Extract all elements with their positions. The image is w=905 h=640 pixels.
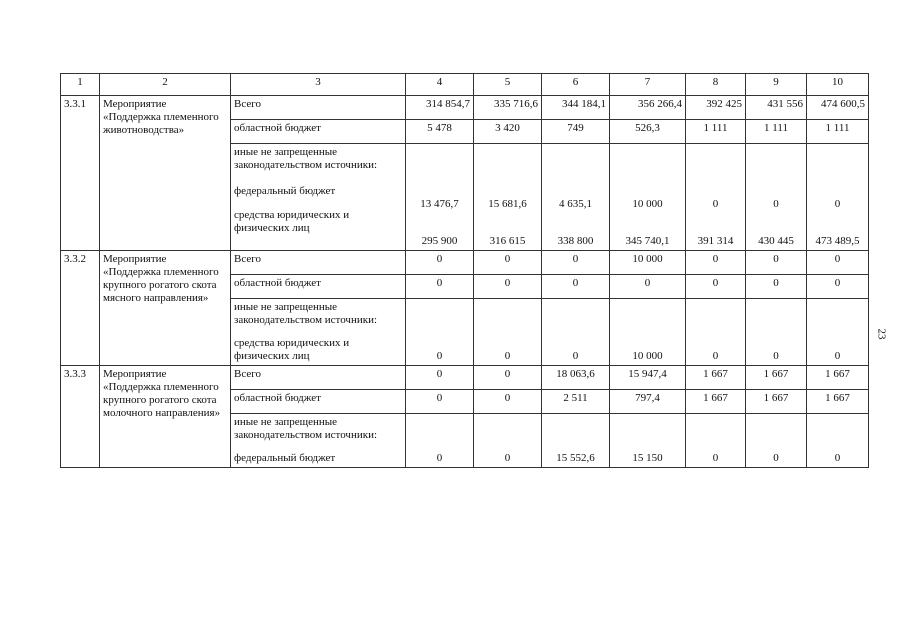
value-cell: 316 615	[489, 235, 526, 247]
value-cell: 0	[746, 275, 807, 299]
value-cell: 1 667	[746, 366, 807, 390]
value-cell: 0	[406, 251, 474, 275]
item-code: 3.3.1	[61, 96, 100, 251]
value-cell: 526,3	[610, 120, 686, 144]
value-cell: 356 266,4	[610, 96, 686, 120]
value-cell: 10 000	[610, 251, 686, 275]
value-cell: 15 681,6	[488, 198, 527, 210]
value-cell: 0	[686, 414, 746, 468]
value-cell: 392 425	[686, 96, 746, 120]
value-stack	[746, 144, 807, 251]
value-cell: 0	[406, 390, 474, 414]
value-cell: 0	[474, 366, 542, 390]
row-label: иные не запрещенные законодательством источники:	[234, 301, 378, 326]
value-cell: 0	[542, 299, 610, 366]
value-cell: 431 556	[746, 96, 807, 120]
row-label: иные не запрещенные законодательством источники:	[234, 416, 378, 441]
value-cell: 474 600,5	[807, 96, 869, 120]
value-cell: 15 150	[610, 414, 686, 468]
value-cell: 338 800	[557, 235, 594, 247]
value-cell: 15 947,4	[610, 366, 686, 390]
value-cell: 0	[807, 251, 869, 275]
header-cell: 5	[474, 74, 542, 96]
value-cell: 335 716,6	[474, 96, 542, 120]
header-cell: 2	[100, 74, 231, 96]
value-stack	[406, 144, 474, 251]
value-cell: 0	[474, 275, 542, 299]
header-row	[61, 74, 869, 96]
item-name: Мероприятие «Поддержка племенного крупного рогатого скота мясного направления»	[100, 251, 231, 366]
value-cell: 0	[746, 299, 807, 366]
value-cell: 0	[406, 275, 474, 299]
value-cell: 0	[686, 275, 746, 299]
value-cell: 344 184,1	[542, 96, 610, 120]
value-cell: 0	[807, 414, 869, 468]
value-cell: 0	[773, 198, 779, 210]
value-cell: 0	[474, 251, 542, 275]
row-label: областной бюджет	[231, 390, 406, 414]
row-label: областной бюджет	[231, 120, 406, 144]
value-cell: 10 000	[610, 299, 686, 366]
value-cell: 1 111	[807, 120, 869, 144]
value-cell: 10 000	[632, 198, 663, 210]
value-stack	[686, 144, 746, 251]
value-stack	[542, 144, 610, 251]
header-cell: 4	[406, 74, 474, 96]
value-cell: 1 667	[807, 390, 869, 414]
value-cell: 0	[686, 299, 746, 366]
value-cell: 0	[542, 251, 610, 275]
value-cell: 749	[542, 120, 610, 144]
value-cell: 0	[807, 299, 869, 366]
value-cell: 430 445	[758, 235, 794, 247]
row-label: федеральный бюджет	[234, 185, 336, 197]
header-cell: 9	[746, 74, 807, 96]
sources-cell	[231, 299, 406, 366]
item-name: Мероприятие «Поддержка племенного животноводства»	[100, 96, 231, 251]
value-cell: 3 420	[474, 120, 542, 144]
value-cell: 314 854,7	[406, 96, 474, 120]
value-cell: 473 489,5	[815, 235, 860, 247]
budget-table	[60, 73, 869, 468]
table-row	[61, 366, 869, 390]
value-cell: 1 111	[746, 120, 807, 144]
row-label: Всего	[231, 366, 406, 390]
value-cell: 13 476,7	[420, 198, 459, 210]
row-label: иные не запрещенные законодательством источники:	[234, 146, 378, 171]
value-cell: 15 552,6	[542, 414, 610, 468]
value-stack	[474, 144, 542, 251]
value-cell: 295 900	[421, 235, 458, 247]
page-number: 23	[875, 328, 888, 340]
value-cell: 4 635,1	[559, 198, 592, 210]
value-cell: 0	[807, 275, 869, 299]
value-cell: 0	[746, 251, 807, 275]
value-cell: 391 314	[697, 235, 734, 247]
header-cell: 8	[686, 74, 746, 96]
value-stack	[807, 144, 869, 251]
value-cell: 1 667	[686, 390, 746, 414]
value-cell: 0	[610, 275, 686, 299]
value-cell: 0	[474, 299, 542, 366]
value-cell: 0	[406, 414, 474, 468]
value-cell: 18 063,6	[542, 366, 610, 390]
header-cell: 6	[542, 74, 610, 96]
table-row	[61, 251, 869, 275]
value-cell: 0	[834, 198, 841, 210]
value-cell: 0	[712, 198, 719, 210]
item-code: 3.3.2	[61, 251, 100, 366]
row-label: Всего	[231, 96, 406, 120]
header-cell: 3	[231, 74, 406, 96]
value-cell: 0	[746, 414, 807, 468]
value-cell: 0	[406, 366, 474, 390]
value-stack	[610, 144, 686, 251]
value-cell: 1 667	[746, 390, 807, 414]
row-label: средства юридических и физических лиц	[234, 337, 350, 362]
row-label: средства юридических и физических лиц	[234, 209, 350, 234]
value-cell: 1 111	[686, 120, 746, 144]
header-cell: 10	[807, 74, 869, 96]
table-row	[61, 96, 869, 120]
value-cell: 1 667	[686, 366, 746, 390]
row-label: Всего	[231, 251, 406, 275]
value-cell: 0	[542, 275, 610, 299]
sources-cell	[231, 414, 406, 468]
item-name: Мероприятие «Поддержка племенного крупного рогатого скота молочного направления»	[100, 366, 231, 468]
sources-cell	[231, 144, 406, 251]
row-label: федеральный бюджет	[234, 452, 336, 464]
header-cell: 1	[61, 74, 100, 96]
value-cell: 797,4	[610, 390, 686, 414]
value-cell: 345 740,1	[625, 235, 670, 247]
value-cell: 0	[474, 414, 542, 468]
header-cell: 7	[610, 74, 686, 96]
value-cell: 1 667	[807, 366, 869, 390]
item-code: 3.3.3	[61, 366, 100, 468]
value-cell: 0	[474, 390, 542, 414]
value-cell: 2 511	[542, 390, 610, 414]
value-cell: 5 478	[406, 120, 474, 144]
value-cell: 0	[406, 299, 474, 366]
value-cell: 0	[686, 251, 746, 275]
row-label: областной бюджет	[231, 275, 406, 299]
